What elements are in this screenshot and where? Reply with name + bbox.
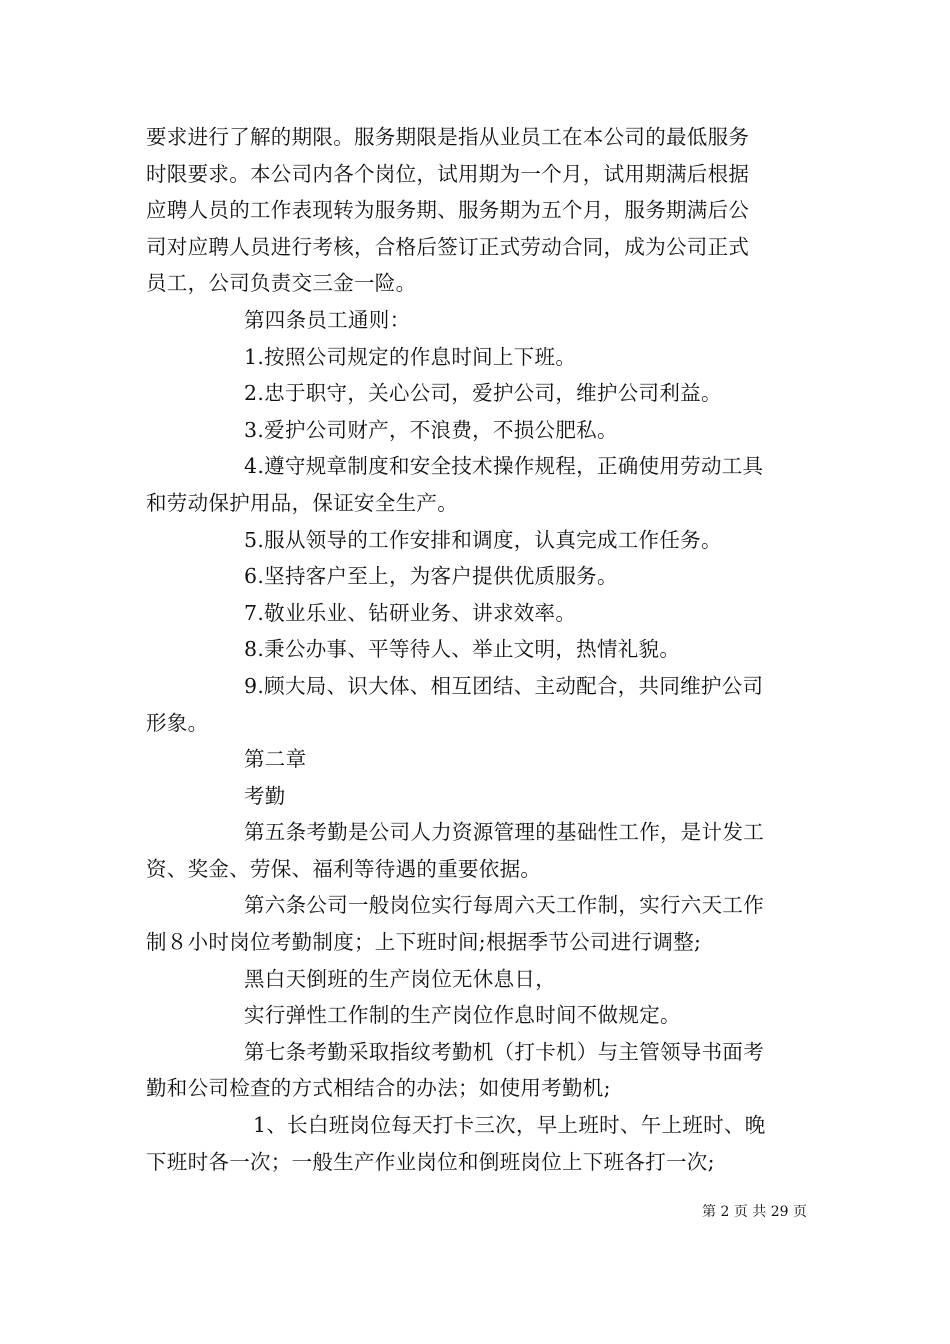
text-line: 时限要求。本公司内各个岗位，试用期为一个月，试用期满后根据 [146, 161, 750, 186]
article-heading: 第四条员工通则： [244, 307, 411, 332]
text-line: 和劳动保护用品，保证安全生产。 [146, 490, 458, 515]
text-line: 制８小时岗位考勤制度；上下班时间;根据季节公司进行调整; [146, 930, 702, 955]
page-number: 第 2 页 共 29 页 [702, 1204, 807, 1220]
list-item: 3.爱护公司财产，不浪费，不损公肥私。 [244, 417, 618, 442]
text-line: 要求进行了解的期限。服务期限是指从业员工在本公司的最低服务 [146, 125, 750, 149]
article-line: 第五条考勤是公司人力资源管理的基础性工作，是计发工 [244, 820, 764, 845]
text-line: 实行弹性工作制的生产岗位作息时间不做规定。 [244, 1003, 681, 1028]
document-body [146, 119, 808, 1180]
list-item: 7.敬业乐业、钻研业务、讲求效率。 [244, 600, 577, 625]
text-line: 资、奖金、劳保、福利等待遇的重要依据。 [146, 856, 542, 881]
list-item: 1、长白班岗位每天打卡三次，早上班时、午上班时、晚 [253, 1113, 766, 1138]
text-line: 应聘人员的工作表现转为服务期、服务期为五个月，服务期满后公 [146, 198, 750, 223]
list-item: 1.按照公司规定的作息时间上下班。 [244, 344, 577, 369]
text-line: 下班时各一次；一般生产作业岗位和倒班岗位上下班各打一次; [146, 1149, 715, 1174]
article-line: 第六条公司一般岗位实行每周六天工作制，实行六天工作 [244, 893, 764, 918]
list-item: 6.坚持客户至上，为客户提供优质服务。 [244, 564, 618, 589]
chapter-title: 考勤 [244, 783, 286, 808]
text-line: 黑白天倒班的生产岗位无休息日， [244, 966, 556, 991]
list-item: 8.秉公办事、平等待人、举止文明，热情礼貌。 [244, 637, 681, 662]
list-item: 5.服从领导的工作安排和调度，认真完成工作任务。 [244, 527, 722, 552]
text-line: 勤和公司检查的方式相结合的办法；如使用考勤机; [146, 1076, 611, 1101]
text-line: 司对应聘人员进行考核，合格后签订正式劳动合同，成为公司正式 [146, 234, 750, 259]
list-item: 2.忠于职守，关心公司，爱护公司，维护公司利益。 [244, 381, 722, 406]
article-line: 第七条考勤采取指纹考勤机（打卡机）与主管领导书面考 [244, 1039, 764, 1064]
chapter-heading: 第二章 [244, 747, 307, 772]
list-item: 9.顾大局、识大体、相互团结、主动配合，共同维护公司 [244, 673, 764, 698]
text-line: 形象。 [146, 710, 209, 735]
text-line: 员工，公司负责交三金一险。 [146, 271, 417, 296]
list-item: 4.遵守规章制度和安全技术操作规程，正确使用劳动工具 [244, 454, 764, 479]
